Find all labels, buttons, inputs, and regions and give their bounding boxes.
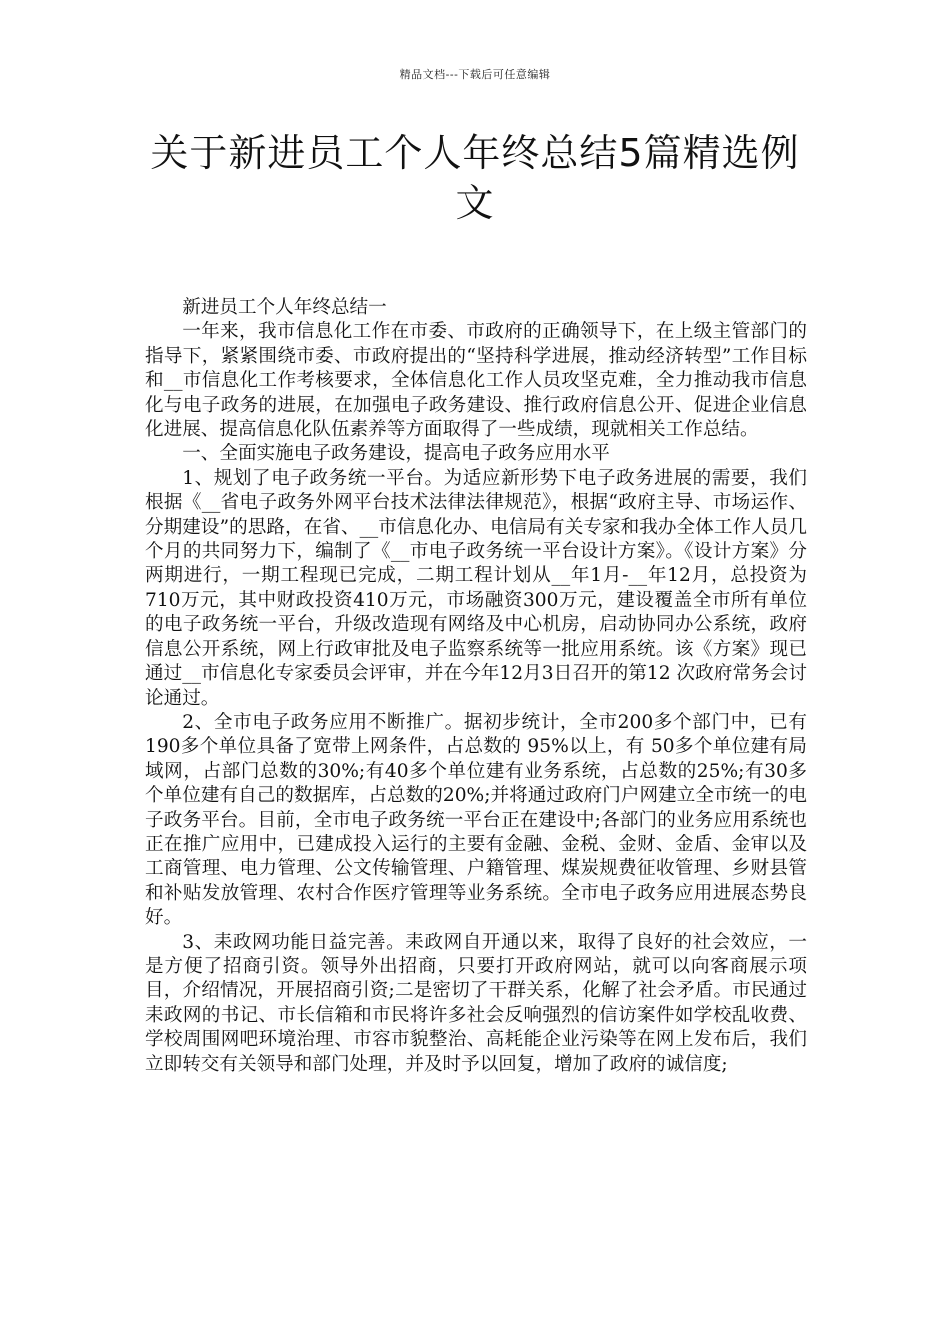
paragraph: 3、耒政网功能日益完善。耒政网自开通以来，取得了良好的社会效应，一是方便了招商引资。领导外出招商，只要打开政府网站，就可以向客商展示项目，介绍情况，开展招商引资;二是密切了干群关系，化解了社会矛盾。市民通过耒政网的书记、市长信箱和市民将许多社会反响强烈的信访案件如学校乱收费、学校周围网吧环境治理、市容市貌整治、高耗能企业污染等在网上发布后，我们立即转交有关领导和部门处理，并及时予以回复，增加了政府的诚信度;: [145, 931, 807, 1075]
header-note: 精品文档---下载后可任意编辑: [399, 68, 551, 81]
paragraph: 一年来，我市信息化工作在市委、市政府的正确领导下，在上级主管部门的指导下，紧紧围绕市委、市政府提出的“坚持科学进展，推动经济转型”工作目标和__市信息化工作考核要求，全体信息化工作人员攻坚克难，全力推动我市信息化与电子政务的进展，在加强电子政务建设、推行政府信息公开、促进企业信息化进展、提高信息化队伍素养等方面取得了一些成绩，现就相关工作总结。: [145, 321, 807, 441]
document-title: 关于新进员工个人年终总结5篇精选例文: [150, 131, 800, 225]
section-heading: 一、全面实施电子政务建设，提高电子政务应用水平: [182, 443, 610, 465]
paragraph: 2、全市电子政务应用不断推广。据初步统计，全市200多个部门中，已有190多个单位具备了宽带上网条件，占总数的 95%以上，有 50多个单位建有局域网，占部门总数的30%;有40多个单位建有业务系统，占总数的25%;有30多个单位建有自己的数据库，占总数的20%;并将通过政府门户网建立全市统一的电子政务平台。目前，全市电子政务统一平台正在建设中;各部门的业务应用系统也正在推广应用中，已建成投入运行的主要有金融、金税、金财、金盾、金审以及工商管理、电力管理、公文传输管理、户籍管理、煤炭规费征收管理、乡财县管和补贴发放管理、农村合作医疗管理等业务系统。全市电子政务应用进展态势良好。: [145, 711, 807, 929]
section-subtitle: 新进员工个人年终总结一: [182, 297, 387, 318]
paragraph: 1、规划了电子政务统一平台。为适应新形势下电子政务进展的需要，我们根据《__省电子政务外网平台技术法律法律规范》，根据“政府主导、市场运作、分期建设”的思路，在省、__市信息化办、电信局有关专家和我办全体工作人员几个月的共同努力下，编制了《__市电子政务统一平台设计方案》。《设计方案》分两期进行，一期工程现已完成，二期工程计划从__年1月-__年12月，总投资为710万元，其中财政投资410万元，市场融资300万元，建设覆盖全市所有单位的电子政务统一平台，升级改造现有网络及中心机房，启动协同办公系统，政府信息公开系统，网上行政审批及电子监察系统等一批应用系统。该《方案》现已通过__市信息化专家委员会评审，并在今年12月3日召开的第12 次政府常务会讨论通过。: [145, 467, 807, 709]
document-body: [145, 296, 807, 1077]
